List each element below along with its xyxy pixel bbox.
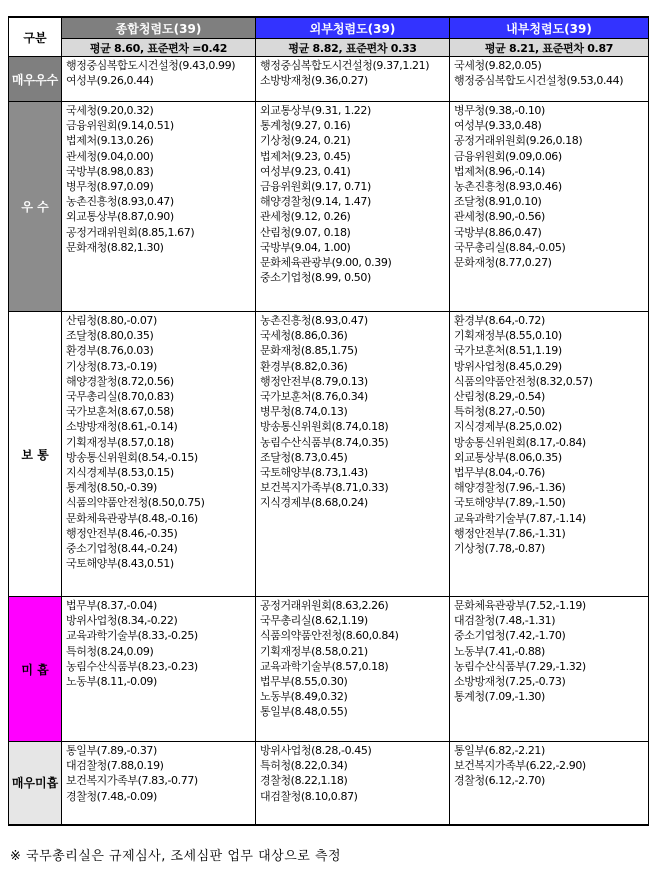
agency-entry: 산림청(8.29,-0.54) (454, 390, 545, 404)
agency-entry: 경찰청(6.12,-2.70) (454, 774, 545, 788)
agency-entry: 금융위원회(9.17, 0.71) (260, 180, 371, 194)
agency-entry: 보건복지가족부(6.22,-2.90) (454, 759, 586, 773)
grade-row-good (9, 102, 649, 312)
agency-entry: 공정거래위원회(8.63,2.26) (260, 599, 389, 612)
agency-entry: 법무부(8.37,-0.04) (66, 599, 157, 612)
agency-entry: 소방방재청(7.25,-0.73) (454, 675, 566, 689)
agency-entry: 기획재정부(8.57,0.18) (66, 435, 174, 449)
agency-entry: 보건복지가족부(8.71,0.33) (260, 481, 389, 495)
agency-entry: 국세청(9.82,0.05) (454, 59, 542, 72)
agency-entry: 교육과학기술부(8.33,-0.25) (66, 629, 198, 643)
agency-entry: 조달청(8.91,0.10) (454, 195, 542, 209)
internal-cell (450, 102, 649, 312)
agency-entry: 농림수산식품부(8.74,0.35) (260, 435, 389, 449)
internal-cell (450, 597, 649, 742)
agency-entry: 농촌진흥청(8.93,0.46) (454, 180, 562, 194)
agency-entry: 방송통신위원회(8.17,-0.84) (454, 435, 586, 449)
grade-label: 우 수 (9, 102, 62, 312)
grade-row-poor (9, 597, 649, 742)
total-cell (62, 102, 256, 312)
agency-entry: 기상청(9.24, 0.21) (260, 134, 351, 148)
external-cell (256, 597, 450, 742)
stats-row (9, 39, 649, 57)
agency-entry: 공정거래위원회(8.85,1.67) (66, 225, 195, 239)
agency-entry: 국가보훈처(8.51,1.19) (454, 344, 562, 358)
agency-entry: 특허청(8.22,0.34) (260, 759, 348, 773)
total-integrity-header: 종합청렴도(39) (62, 17, 256, 39)
agency-entry: 통일부(8.48,0.55) (260, 705, 348, 719)
agency-entry: 산림청(9.07, 0.18) (260, 225, 351, 239)
agency-entry: 국방부(9.04, 1.00) (260, 240, 351, 254)
agency-entry: 대검찰청(7.48,-1.31) (454, 614, 556, 628)
agency-entry: 여성부(9.33,0.48) (454, 119, 542, 133)
agency-entry: 방송통신위원회(8.74,0.18) (260, 420, 389, 434)
agency-entry: 지식경제부(8.68,0.24) (260, 496, 368, 510)
agency-entry: 노동부(8.49,0.32) (260, 690, 348, 704)
agency-entry: 외교통상부(8.06,0.35) (454, 450, 562, 464)
external-stats: 평균 8.82, 표준편차 0.33 (256, 39, 450, 57)
agency-entry: 대검찰청(8.10,0.87) (260, 789, 358, 803)
agency-entry: 통일부(6.82,-2.21) (454, 744, 545, 757)
header-row (9, 17, 649, 39)
agency-entry: 병무청(8.74,0.13) (260, 405, 348, 419)
internal-cell (450, 57, 649, 102)
agency-entry: 관세청(8.90,-0.56) (454, 210, 545, 224)
total-cell (62, 57, 256, 102)
agency-entry: 통일부(7.89,-0.37) (66, 744, 157, 757)
grade-label: 보 통 (9, 312, 62, 597)
agency-entry: 국가보훈처(8.67,0.58) (66, 405, 174, 419)
external-cell (256, 57, 450, 102)
agency-entry: 농림수산식품부(7.29,-1.32) (454, 659, 586, 673)
agency-entry: 법무부(8.55,0.30) (260, 675, 348, 689)
agency-entry: 국세청(8.86,0.36) (260, 329, 348, 343)
agency-entry: 관세청(9.04,0.00) (66, 149, 154, 163)
agency-entry: 병무청(9.38,-0.10) (454, 104, 545, 117)
agency-entry: 문화재청(8.82,1.30) (66, 240, 164, 254)
agency-entry: 여성부(9.23, 0.41) (260, 164, 351, 178)
agency-entry: 농림수산식품부(8.23,-0.23) (66, 659, 198, 673)
agency-entry: 통계청(9.27, 0.16) (260, 119, 351, 133)
internal-integrity-header: 내부청렴도(39) (450, 17, 649, 39)
agency-entry: 식품의약품안전청(8.50,0.75) (66, 496, 205, 510)
agency-entry: 농촌진흥청(8.93,0.47) (66, 195, 174, 209)
agency-entry: 방위사업청(8.45,0.29) (454, 359, 562, 373)
agency-entry: 조달청(8.80,0.35) (66, 329, 154, 343)
agency-entry: 국토해양부(8.43,0.51) (66, 557, 174, 571)
agency-entry: 행정안전부(8.46,-0.35) (66, 526, 178, 540)
agency-entry: 기획재정부(8.58,0.21) (260, 644, 368, 658)
agency-entry: 교육과학기술부(7.87,-1.14) (454, 511, 586, 525)
agency-entry: 노동부(8.11,-0.09) (66, 675, 157, 689)
agency-entry: 경찰청(8.22,1.18) (260, 774, 348, 788)
agency-entry: 특허청(8.27,-0.50) (454, 405, 545, 419)
agency-entry: 해양경찰청(7.96,-1.36) (454, 481, 566, 495)
agency-entry: 중소기업청(8.99, 0.50) (260, 271, 371, 285)
footnote: ※ 국무총리실은 규제심사, 조세심판 업무 대상으로 측정 (10, 849, 342, 864)
agency-entry: 중소기업청(8.44,-0.24) (66, 542, 178, 556)
agency-entry: 해양경찰청(9.14, 1.47) (260, 195, 371, 209)
total-cell (62, 742, 256, 825)
grade-label: 매우미흡 (9, 742, 62, 825)
agency-entry: 통계청(7.09,-1.30) (454, 690, 545, 704)
internal-stats: 평균 8.21, 표준편차 0.87 (450, 39, 649, 57)
agency-entry: 기상청(7.78,-0.87) (454, 542, 545, 556)
agency-entry: 문화재청(8.77,0.27) (454, 256, 552, 270)
agency-entry: 국토해양부(7.89,-1.50) (454, 496, 566, 510)
agency-entry: 행정중심복합도시건설청(9.53,0.44) (454, 74, 624, 88)
agency-entry: 법무부(8.04,-0.76) (454, 466, 545, 480)
internal-cell (450, 742, 649, 825)
agency-entry: 통계청(8.50,-0.39) (66, 481, 157, 495)
total-cell (62, 312, 256, 597)
agency-entry: 문화체육관광부(9.00, 0.39) (260, 256, 392, 270)
agency-entry: 외교통상부(9.31, 1.22) (260, 104, 371, 117)
agency-entry: 병무청(8.97,0.09) (66, 180, 154, 194)
integrity-table (8, 16, 649, 826)
agency-entry: 국방부(8.98,0.83) (66, 164, 154, 178)
agency-entry: 환경부(8.64,-0.72) (454, 314, 545, 327)
agency-entry: 해양경찰청(8.72,0.56) (66, 374, 174, 388)
agency-entry: 보건복지가족부(7.83,-0.77) (66, 774, 198, 788)
agency-entry: 소방방재청(9.36,0.27) (260, 74, 368, 88)
agency-entry: 국무총리실(8.84,-0.05) (454, 240, 566, 254)
agency-entry: 조달청(8.73,0.45) (260, 450, 348, 464)
agency-entry: 국세청(9.20,0.32) (66, 104, 154, 117)
agency-entry: 교육과학기술부(8.57,0.18) (260, 659, 389, 673)
agency-entry: 문화재청(8.85,1.75) (260, 344, 358, 358)
agency-entry: 지식경제부(8.25,0.02) (454, 420, 562, 434)
agency-entry: 산림청(8.80,-0.07) (66, 314, 157, 327)
agency-entry: 특허청(8.24,0.09) (66, 644, 154, 658)
grade-label: 매우우수 (9, 57, 62, 102)
grade-row-very-poor (9, 742, 649, 825)
external-integrity-header: 외부청렴도(39) (256, 17, 450, 39)
agency-entry: 노동부(7.41,-0.88) (454, 644, 545, 658)
total-cell (62, 597, 256, 742)
agency-entry: 방위사업청(8.28,-0.45) (260, 744, 372, 757)
external-cell (256, 312, 450, 597)
external-cell (256, 102, 450, 312)
agency-entry: 국가보훈처(8.76,0.34) (260, 390, 368, 404)
agency-entry: 방송통신위원회(8.54,-0.15) (66, 450, 198, 464)
agency-entry: 기상청(8.73,-0.19) (66, 359, 157, 373)
agency-entry: 문화체육관광부(7.52,-1.19) (454, 599, 586, 612)
total-stats: 평균 8.60, 표준편차 =0.42 (62, 39, 256, 57)
grade-row-excellent (9, 57, 649, 102)
grade-label: 미 흡 (9, 597, 62, 742)
agency-entry: 행정중심복합도시건설청(9.43,0.99) (66, 59, 236, 72)
agency-entry: 행정중심복합도시건설청(9.37,1.21) (260, 59, 430, 72)
agency-entry: 행정안전부(8.79,0.13) (260, 374, 368, 388)
agency-entry: 법제처(9.23, 0.45) (260, 149, 351, 163)
agency-entry: 국토해양부(8.73,1.43) (260, 466, 368, 480)
agency-entry: 방위사업청(8.34,-0.22) (66, 614, 178, 628)
agency-entry: 농촌진흥청(8.93,0.47) (260, 314, 368, 327)
agency-entry: 국무총리실(8.70,0.83) (66, 390, 174, 404)
agency-entry: 법제처(9.13,0.26) (66, 134, 154, 148)
agency-entry: 소방방재청(8.61,-0.14) (66, 420, 178, 434)
agency-entry: 외교통상부(8.87,0.90) (66, 210, 174, 224)
grade-row-average (9, 312, 649, 597)
agency-entry: 대검찰청(7.88,0.19) (66, 759, 164, 773)
agency-entry: 환경부(8.82,0.36) (260, 359, 348, 373)
agency-entry: 기획재정부(8.55,0.10) (454, 329, 562, 343)
agency-entry: 국무총리실(8.62,1.19) (260, 614, 368, 628)
external-cell (256, 742, 450, 825)
agency-entry: 경찰청(7.48,-0.09) (66, 789, 157, 803)
agency-entry: 지식경제부(8.53,0.15) (66, 466, 174, 480)
agency-entry: 금융위원회(9.09,0.06) (454, 149, 562, 163)
agency-entry: 금융위원회(9.14,0.51) (66, 119, 174, 133)
agency-entry: 문화체육관광부(8.48,-0.16) (66, 511, 198, 525)
agency-entry: 식품의약품안전청(8.60,0.84) (260, 629, 399, 643)
agency-entry: 국방부(8.86,0.47) (454, 225, 542, 239)
agency-entry: 중소기업청(7.42,-1.70) (454, 629, 566, 643)
agency-entry: 식품의약품안전청(8.32,0.57) (454, 374, 593, 388)
agency-entry: 행정안전부(7.86,-1.31) (454, 526, 566, 540)
agency-entry: 법제처(8.96,-0.14) (454, 164, 545, 178)
agency-entry: 관세청(9.12, 0.26) (260, 210, 351, 224)
internal-cell (450, 312, 649, 597)
agency-entry: 공정거래위원회(9.26,0.18) (454, 134, 583, 148)
category-header: 구분 (9, 17, 62, 57)
agency-entry: 여성부(9.26,0.44) (66, 74, 154, 88)
agency-entry: 환경부(8.76,0.03) (66, 344, 154, 358)
